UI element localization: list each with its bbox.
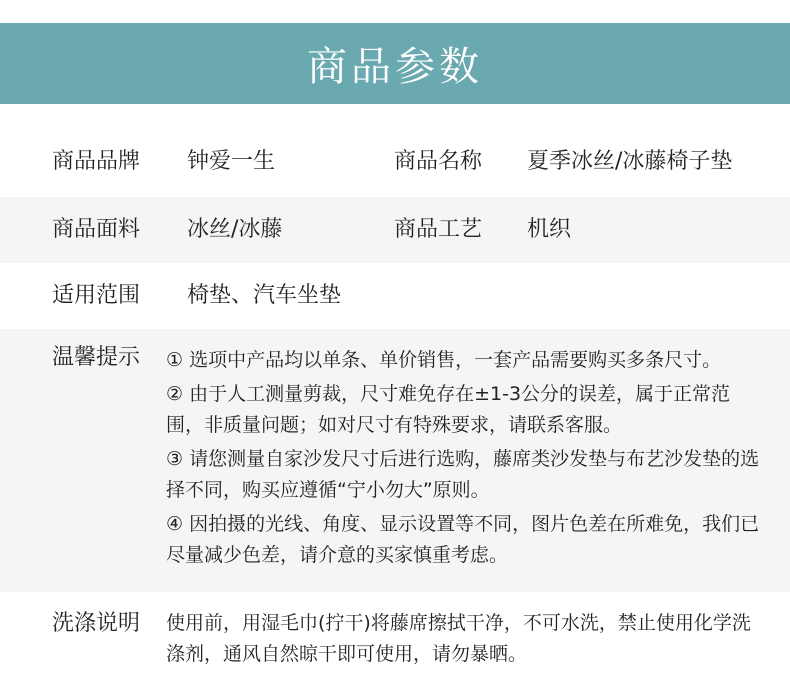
craft-value: 机织 (527, 217, 572, 242)
header-banner (0, 23, 790, 104)
tip-item: ④ 因拍摄的光线、角度、显示设置等不同，图片色差在所难免，我们已尽量减少色差，请介意的买家慎重考虑。 (166, 513, 760, 566)
row-scope (0, 263, 790, 329)
material-label: 商品面料 (52, 217, 141, 242)
brand-label: 商品品牌 (52, 149, 141, 174)
name-value: 夏季冰丝/冰藤椅子垫 (527, 149, 733, 174)
tips-label: 温馨提示 (52, 345, 141, 370)
material-value: 冰丝/冰藤 (187, 217, 283, 242)
page-title: 商品参数 (307, 44, 483, 90)
row-wash (0, 592, 790, 694)
brand-value: 钟爱一生 (187, 149, 276, 174)
tip-item: ① 选项中产品均以单条、单价销售，一套产品需要购买多条尺寸。 (166, 349, 722, 371)
wash-text: 使用前，用湿毛巾(拧干)将藤席擦拭干净，不可水洗，禁止使用化学洗涤剂，通风自然晾干即可使用，请勿暴晒。 (166, 612, 751, 665)
tips-list (166, 345, 766, 574)
row-tips (0, 329, 790, 592)
wash-label: 洗涤说明 (52, 611, 141, 636)
scope-value: 椅垫、汽车坐垫 (187, 283, 342, 308)
row-brand-name (0, 130, 790, 194)
tip-item: ② 由于人工测量剪裁，尺寸难免存在±1-3公分的误差，属于正常范围，非质量问题；如对尺寸有特殊要求，请联系客服。 (166, 383, 731, 436)
scope-label: 适用范围 (52, 283, 141, 308)
row-material-craft (0, 197, 790, 263)
name-label: 商品名称 (394, 149, 483, 174)
craft-label: 商品工艺 (394, 217, 483, 242)
tip-item: ③ 请您测量自家沙发尺寸后进行选购，藤席类沙发垫与布艺沙发垫的选择不同，购买应遵循“宁小勿大”原则。 (166, 448, 760, 501)
